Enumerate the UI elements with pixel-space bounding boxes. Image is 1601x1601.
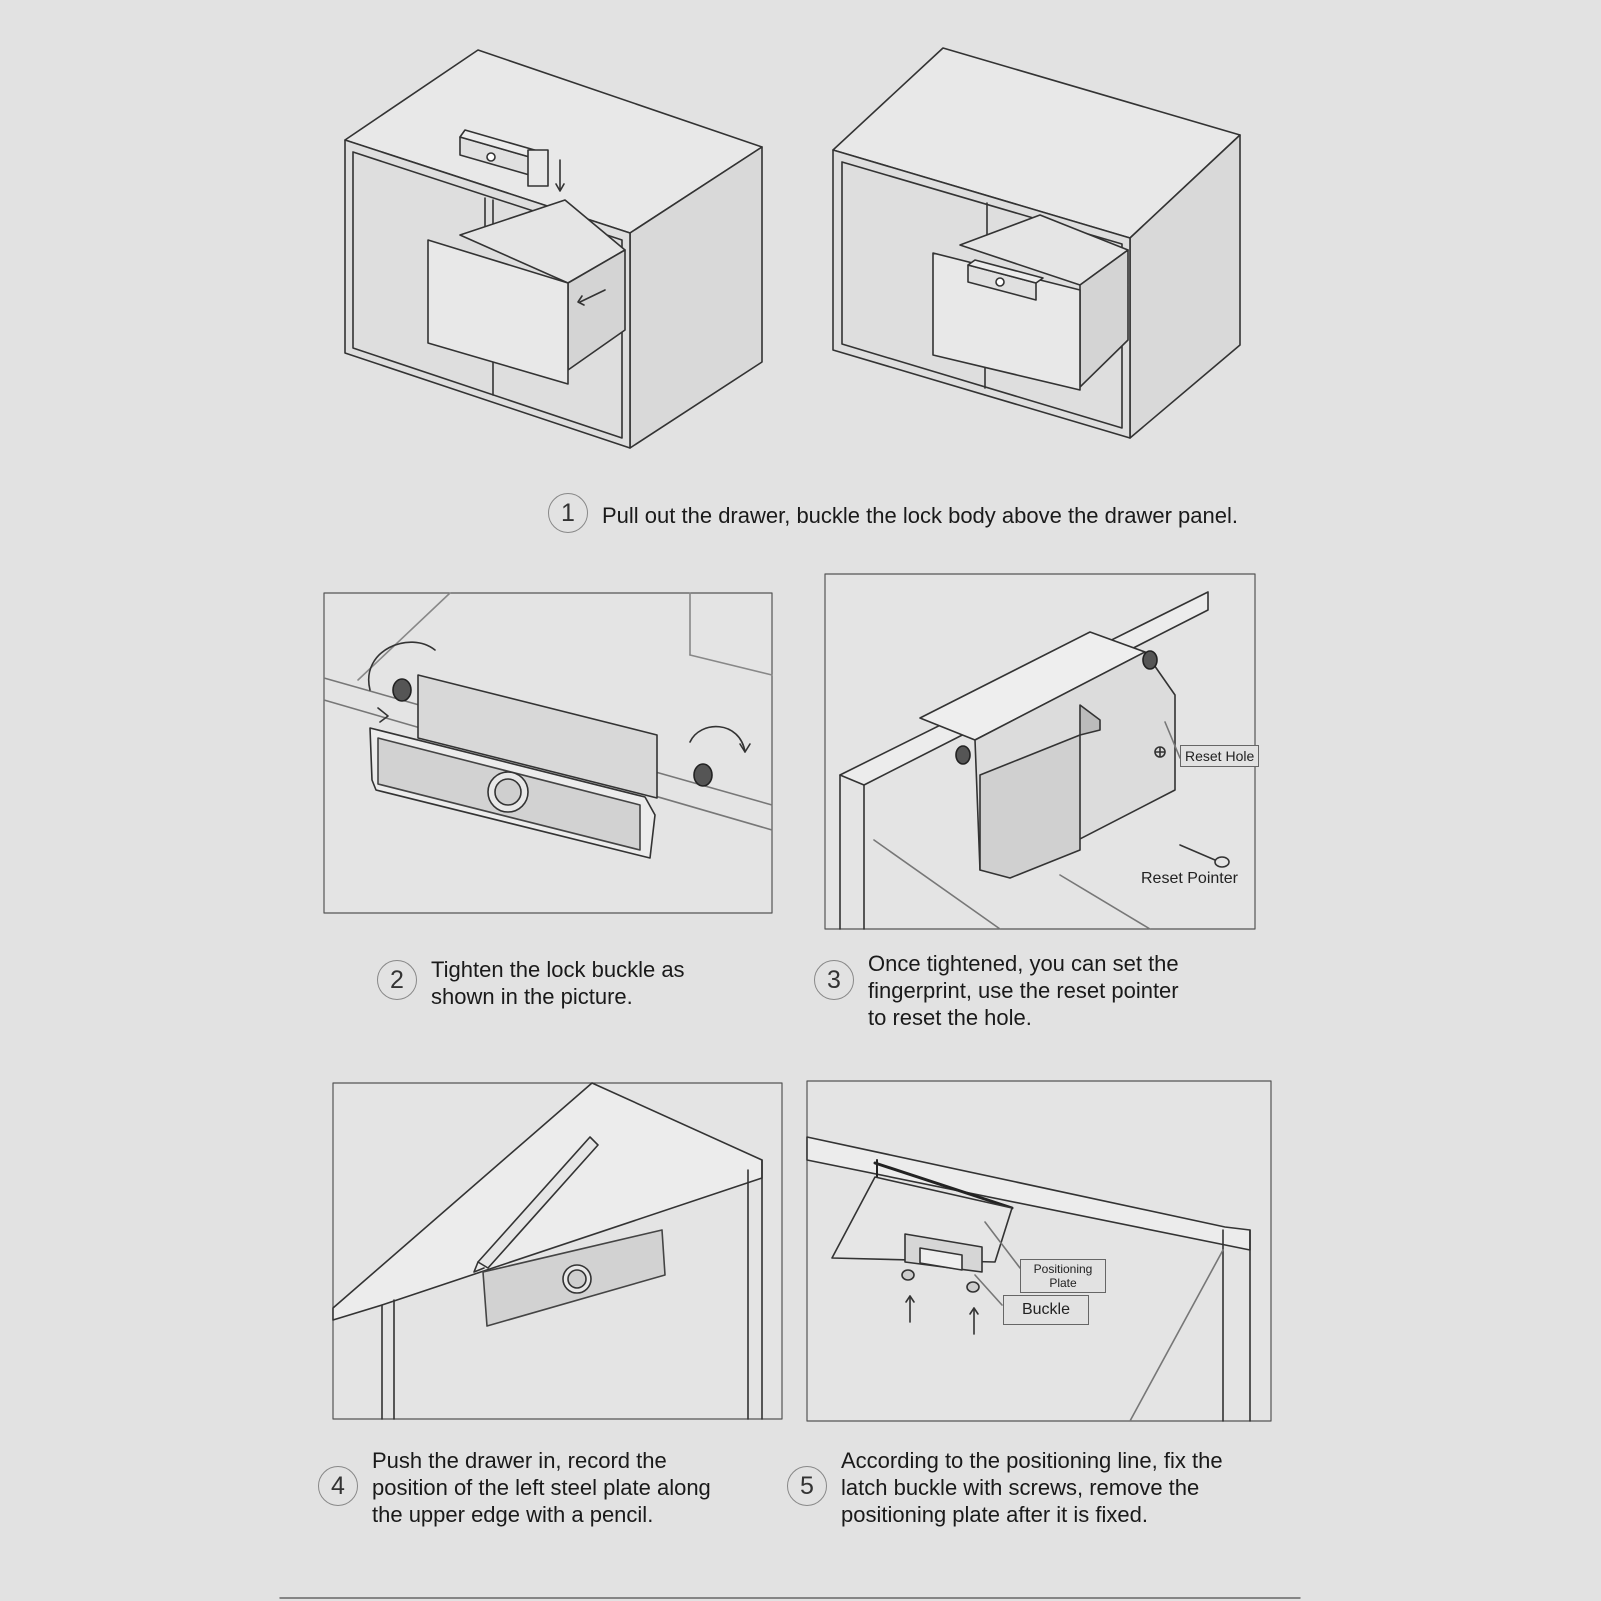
step-number-5: 5 <box>787 1466 827 1506</box>
step-number-3: 3 <box>814 960 854 1000</box>
positioning-plate-label: Positioning Plate <box>1020 1259 1106 1293</box>
step-4-text-line: Push the drawer in, record the <box>372 1448 667 1473</box>
buckle-label: Buckle <box>1003 1295 1089 1325</box>
step-2-text-line: Tighten the lock buckle as <box>431 957 685 982</box>
step-3-text-line: Once tightened, you can set the <box>868 951 1179 976</box>
cabinet-illustration-left <box>345 50 762 448</box>
step-2-text-line: shown in the picture. <box>431 984 633 1009</box>
step-1-caption <box>548 493 1238 533</box>
reset-hole-label: Reset Hole <box>1180 745 1259 767</box>
panel-step-4 <box>333 1083 782 1419</box>
cabinet-illustration-right <box>833 48 1240 438</box>
step-3-caption <box>814 951 1179 1031</box>
step-1-text: Pull out the drawer, buckle the lock body above the drawer panel. <box>602 503 1238 528</box>
reset-pointer-label: Reset Pointer <box>1141 870 1238 887</box>
step-number-2: 2 <box>377 960 417 1000</box>
step-4-text-line: position of the left steel plate along <box>372 1475 711 1500</box>
step-3-text-line: fingerprint, use the reset pointer <box>868 978 1179 1003</box>
step-3-text-line: to reset the hole. <box>868 1005 1032 1030</box>
step-2-caption <box>377 957 685 1010</box>
panel-step-5 <box>807 1081 1271 1421</box>
panel-step-2 <box>324 593 772 913</box>
step-number-4: 4 <box>318 1466 358 1506</box>
step-4-text-line: the upper edge with a pencil. <box>372 1502 654 1527</box>
step-5-text-line: latch buckle with screws, remove the <box>841 1475 1200 1500</box>
step-4-caption <box>318 1448 711 1528</box>
step-5-text-line: According to the positioning line, fix the <box>841 1448 1223 1473</box>
step-number-1: 1 <box>548 493 588 533</box>
step-5-text-line: positioning plate after it is fixed. <box>841 1502 1148 1527</box>
step-5-caption <box>787 1448 1223 1528</box>
